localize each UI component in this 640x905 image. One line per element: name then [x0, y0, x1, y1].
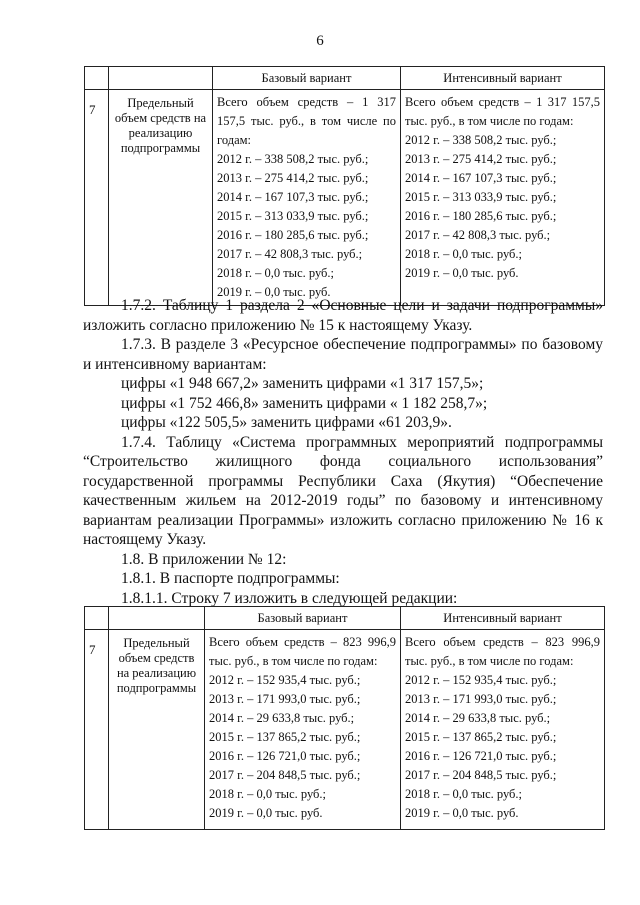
year-amount-line: 2013 г. – 275 414,2 тыс. руб.; — [217, 171, 369, 185]
year-amount-line: 2017 г. – 204 848,5 тыс. руб.; — [405, 768, 557, 782]
paragraph-1-8-1-1: 1.8.1.1. Строку 7 изложить в следующей редакции: — [121, 589, 458, 607]
year-amount-line: 2016 г. – 180 285,6 тыс. руб.; — [217, 228, 369, 242]
year-amount-line: 2012 г. – 152 935,4 тыс. руб.; — [405, 673, 557, 687]
year-amount-line: 2017 г. – 204 848,5 тыс. руб.; — [209, 768, 361, 782]
header-intensive: Интенсивный вариант — [401, 607, 605, 630]
row-number: 7 — [85, 630, 109, 830]
row-number: 7 — [85, 90, 109, 306]
total-amount-line: Всего объем средств – 823 996,9 тыс. руб., в том числе по годам: — [209, 635, 396, 668]
year-amount-line: 2015 г. – 313 033,9 тыс. руб.; — [405, 190, 557, 204]
year-amount-line: 2013 г. – 171 993,0 тыс. руб.; — [405, 692, 557, 706]
intensive-variant-cell — [401, 630, 605, 830]
year-amount-line: 2015 г. – 313 033,9 тыс. руб.; — [217, 209, 369, 223]
header-base: Базовый вариант — [205, 607, 401, 630]
paragraph-1-7-2: 1.7.2. Таблицу 1 раздела 2 «Основные цели и задачи подпрограммы» изложить согласно приложению № 15 к настоящему Указу. — [83, 297, 603, 334]
passport-table-1 — [84, 66, 605, 306]
year-amount-line: 2019 г. – 0,0 тыс. руб. — [209, 806, 323, 820]
year-amount-line: 2013 г. – 171 993,0 тыс. руб.; — [209, 692, 361, 706]
total-amount-line: Всего объем средств – 823 996,9 тыс. руб., в том числе по годам: — [405, 635, 600, 668]
year-amount-line: 2019 г. – 0,0 тыс. руб. — [405, 806, 519, 820]
paragraph-1-8: 1.8. В приложении № 12: — [121, 550, 287, 568]
year-amount-line: 2015 г. – 137 865,2 тыс. руб.; — [209, 730, 361, 744]
intensive-variant-cell — [401, 90, 605, 306]
year-amount-line: 2018 г. – 0,0 тыс. руб.; — [209, 787, 327, 801]
header-base: Базовый вариант — [213, 67, 401, 90]
year-amount-line: 2016 г. – 180 285,6 тыс. руб.; — [405, 209, 557, 223]
year-amount-line: 2019 г. – 0,0 тыс. руб. — [217, 285, 331, 299]
year-amount-line: 2019 г. – 0,0 тыс. руб. — [405, 266, 519, 280]
year-amount-line: 2012 г. – 338 508,2 тыс. руб.; — [217, 152, 369, 166]
header-intensive: Интенсивный вариант — [401, 67, 605, 90]
year-amount-line: 2016 г. – 126 721,0 тыс. руб.; — [405, 749, 557, 763]
total-amount-line: Всего объем средств – 1 317 157,5 тыс. руб., в том числе по годам: — [217, 95, 396, 147]
paragraph-1-8-1: 1.8.1. В паспорте подпрограммы: — [121, 570, 340, 587]
year-amount-line: 2017 г. – 42 808,3 тыс. руб.; — [405, 228, 551, 242]
year-amount-line: 2016 г. – 126 721,0 тыс. руб.; — [209, 749, 361, 763]
year-amount-line: 2012 г. – 152 935,4 тыс. руб.; — [209, 673, 361, 687]
year-amount-line: 2018 г. – 0,0 тыс. руб.; — [217, 266, 335, 280]
year-amount-line: 2014 г. – 167 107,3 тыс. руб.; — [405, 171, 557, 185]
replacement-3: цифры «122 505,5» заменить цифрами «61 203,9». — [121, 414, 452, 431]
year-amount-line: 2017 г. – 42 808,3 тыс. руб.; — [217, 247, 363, 261]
passport-table-2 — [84, 606, 605, 830]
paragraph-1-7-3: 1.7.3. В разделе 3 «Ресурсное обеспечение подпрограммы» по базовому и интенсивному вариантам: — [83, 336, 603, 373]
body-text — [83, 296, 603, 608]
row-label: Предельный объем средств на реализацию подпрограммы — [109, 90, 213, 306]
base-variant-cell — [213, 90, 401, 306]
year-amount-line: 2013 г. – 275 414,2 тыс. руб.; — [405, 152, 557, 166]
year-amount-line: 2014 г. – 29 633,8 тыс. руб.; — [209, 711, 355, 725]
page-number: 6 — [316, 33, 324, 49]
total-amount-line: Всего объем средств – 1 317 157,5 тыс. руб., в том числе по годам: — [405, 95, 600, 128]
year-amount-line: 2012 г. – 338 508,2 тыс. руб.; — [405, 133, 557, 147]
year-amount-line: 2014 г. – 29 633,8 тыс. руб.; — [405, 711, 551, 725]
base-variant-cell — [205, 630, 401, 830]
year-amount-line: 2018 г. – 0,0 тыс. руб.; — [405, 787, 523, 801]
year-amount-line: 2015 г. – 137 865,2 тыс. руб.; — [405, 730, 557, 744]
year-amount-line: 2018 г. – 0,0 тыс. руб.; — [405, 247, 523, 261]
replacement-1: цифры «1 948 667,2» заменить цифрами «1 317 157,5»; — [121, 375, 484, 392]
replacement-2: цифры «1 752 466,8» заменить цифрами « 1 182 258,7»; — [121, 394, 488, 412]
paragraph-1-7-4: 1.7.4. Таблицу «Система программных мероприятий подпрограммы “Строительство жилищного фонда социального использования” государственной программы Республики Саха (Якутия) “Обеспечение качественным жильем на 2012-2019 годы” по базовому и интенсивному вариантам реализации Программы» изложить согласно приложению № 16 к настоящему Указу. — [83, 433, 603, 548]
row-label: Предельный объем средств на реализацию подпрограммы — [109, 630, 205, 830]
year-amount-line: 2014 г. – 167 107,3 тыс. руб.; — [217, 190, 369, 204]
